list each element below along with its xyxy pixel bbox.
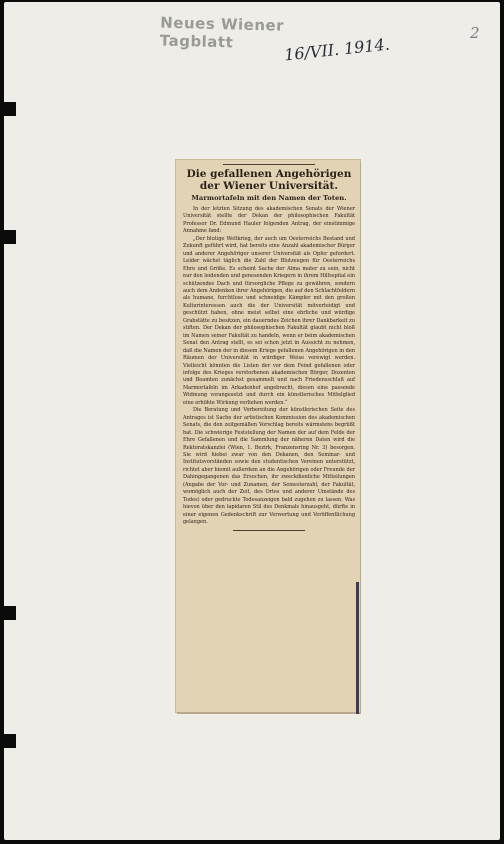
divider bbox=[233, 530, 305, 531]
article-subheadline: Marmortafeln mit den Namen der Toten. bbox=[191, 194, 347, 202]
binder-hole bbox=[4, 102, 16, 116]
page-number: 2 bbox=[470, 24, 480, 42]
binder-hole bbox=[4, 230, 16, 244]
article-paragraph: „Der blutige Weltkrieg, der auch um Oesterreichs Bestand und Zukunft geführt wird, hat bereits eine Anzahl akademischer Bürger und anderer Angehöriger unserer Universität als Opfer gefordert. Leider wächst täglich die Zahl der Blutzeugen für Oesterreichs Ehre und Größe. Es scheint Sache der Alma mater zu sein, nicht nur den leidenden und genesenden Kriegern in ihrem Hilfsspital ein schützendes Dach und fürsorgliche Pflege zu gewähren, sondern auch dem Andenken ihrer Angehörigen, die auf den Schlachtfeldern als humane, furchtlose und schneidige Kämpfer mit den großen Kulturinteressen auch die der Universität mitverteidigt und geschützt haben, ohne meist selbst eine ehrliche und würdige Grabstätte zu besitzen, ein dauerndes Zeichen ihrer Dankbarkeit zu stiften. Der Dekan der philosophischen Fakultät glaubt nicht bloß im Namen seiner Fakultät zu handeln, wenn er beim akademischen Senat den Antrag stellt, es sei schon jetzt in Aussicht zu nehmen, daß die Namen der in diesem Kriege gefallenen Angehörigen in den Räumen der Universität in würdiger Weise verewigt werden. Vielleicht könnten die Listen der vor dem Feind gefallenen oder infolge des Krieges verstorbenen akademischen Bürger, Dozenten und Beamten zunächst gesammelt und nach Friedensschluß auf Marmortafeln im Arkadenhof angebracht, diesen eine passende Widmung vorangesetzt und durch ein künstlerisches Mittelglied eine erhöhte Wirkung verliehen werden.“ bbox=[183, 235, 355, 406]
binder-hole bbox=[4, 606, 16, 620]
article-paragraph: Die Beratung und Vorbereitung der künstlerischen Seite des Antrages ist Sache der artistischen Kommission des akademischen Senats, die den zeitgemäßen Vorschlag bereits wärmstens begrüßt hat. Die schwierige Feststellung der Namen der auf dem Felde der Ehre Gefallenen und die Sammlung der näheren Daten wird die Rektoratskanzlei (Wien, 1. Bezirk, Franzensring Nr. 3) besorgen. Sie wird hiebei zwar von den Dekanen, den Seminar- und Institutsvorständen sowie den studentischen Vereinen unterstützt, richtet aber hiemit außerdem an die Angehörigen oder Freunde der Dahingegangenen das Ersuchen, ihr zweckdienliche Mitteilungen (Angabe der Vor- und Zunamen, der Semesterzahl, der Fakultät, womöglich auch der Zeit, des Ortes und anderer Umstände des Todes) oder gedruckte Todesanzeigen bald zugehen zu lassen. Was hievon über den lapidaren Stil des Denkmals hinausgeht, dürfte in einer eigenen Gedenkschrift zur Verwertung und Veröffentlichung gelangen. bbox=[183, 407, 355, 526]
archive-sheet bbox=[4, 2, 500, 840]
article-paragraph: In der letzten Sitzung des akademischen Senats der Wiener Universität stellte der Dekan der philosophischen Fakultät Professor Dr. Edmund Hauler folgenden Antrag, der einstimmige Annahme fand: bbox=[183, 206, 355, 235]
clipping-edge-mark bbox=[356, 582, 359, 714]
article-headline: Die gefallenen Angehörigen der Wiener Universität. bbox=[186, 168, 352, 192]
handwritten-date: 16/VII. 1914. bbox=[283, 34, 391, 65]
divider bbox=[223, 164, 315, 165]
newspaper-stamp: Neues Wiener Tagblatt bbox=[159, 13, 285, 52]
newspaper-clipping bbox=[176, 160, 360, 712]
binder-hole bbox=[4, 734, 16, 748]
